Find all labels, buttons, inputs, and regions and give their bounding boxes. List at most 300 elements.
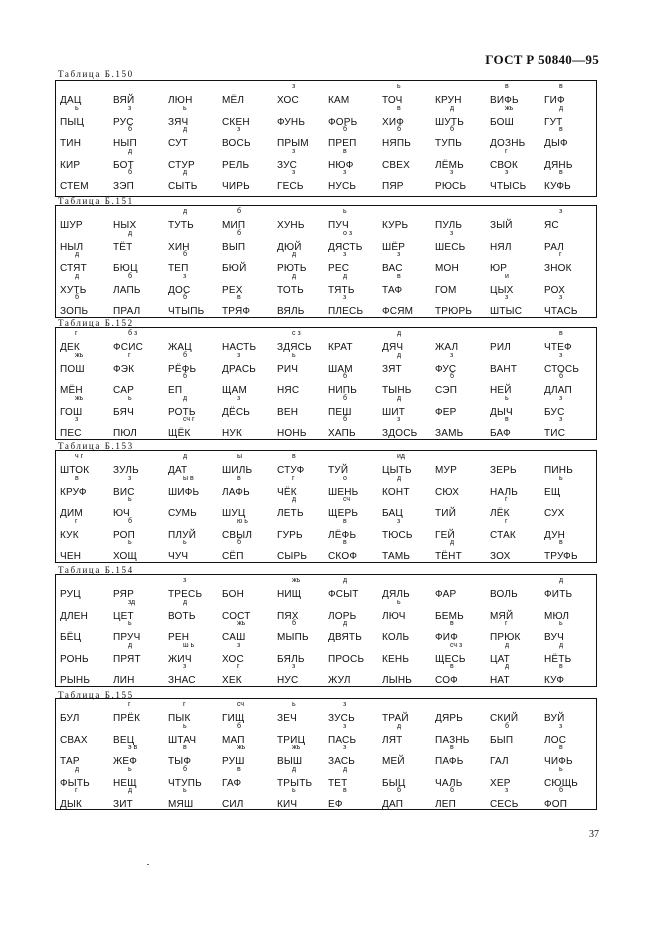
syllable-word: СТАК [490, 529, 516, 541]
phoneme-mark: б [343, 126, 348, 134]
phoneme-mark: жь [237, 620, 246, 628]
syllable-word: ТЁТ [113, 241, 133, 253]
syllable-word: КУК [60, 529, 79, 541]
table-row [56, 149, 596, 171]
syllable-word: ЕЩ [544, 486, 561, 498]
syllable-word: РИЧ [277, 363, 299, 375]
syllable-word: ГУТ [544, 116, 563, 128]
table-cell [113, 643, 165, 665]
table-cell [544, 664, 596, 686]
syllable-word: ФСИС [113, 342, 144, 353]
table-cell [113, 127, 165, 149]
syllable-word: КИР [60, 159, 81, 171]
phoneme-mark: з [450, 351, 454, 359]
syllable-word: ВОЛЬ [490, 589, 518, 600]
phoneme-mark: в [343, 539, 347, 547]
table-cell [168, 476, 220, 498]
table-cell [382, 664, 434, 686]
phoneme-mark: в [505, 416, 509, 424]
syllable-word: ВОСЬ [222, 138, 251, 150]
table-row [56, 396, 596, 418]
syllable-word: ШТОК [60, 465, 90, 476]
phoneme-mark: з [343, 744, 347, 752]
phoneme-mark: б [450, 373, 455, 381]
syllable-word: САР [113, 385, 134, 397]
table-cell [490, 724, 542, 746]
phoneme-mark: сч [237, 701, 245, 708]
table-cell [60, 396, 112, 418]
table-cell [328, 417, 380, 439]
syllable-word: ПРЯТ [113, 653, 141, 665]
table-cell [113, 621, 165, 643]
syllable-word: ВЫП [222, 241, 246, 253]
syllable-word: БЕМЬ [435, 610, 464, 622]
table-cell [277, 274, 329, 296]
phoneme-mark: ь [343, 208, 347, 215]
phoneme-mark: ы в [183, 474, 194, 482]
syllable-word: ЛЫНЬ [382, 675, 412, 687]
syllable-word: ГУРЬ [277, 529, 303, 541]
phoneme-mark: ь [559, 474, 563, 482]
syllable-word: НЫХ [113, 220, 137, 231]
table-cell [222, 295, 274, 317]
syllable-word: САШ [222, 632, 246, 644]
syllable-word: КИЧ [277, 799, 298, 811]
phoneme-mark: в [559, 126, 563, 134]
syllable-word: ВИС [113, 486, 135, 498]
phoneme-mark: ь [128, 496, 132, 504]
phoneme-mark: з [343, 701, 347, 708]
syllable-word: ТЫФ [168, 756, 192, 768]
syllable-word: ЗУС [277, 159, 298, 171]
syllable-word: НУСЬ [328, 181, 357, 193]
syllable-word: ТАР [60, 756, 80, 768]
syllable-word: ПРЮК [490, 632, 521, 644]
syllable-word: ТЕТ [328, 777, 348, 789]
syllable-word: ШИФЬ [168, 486, 200, 498]
table-cell [435, 231, 487, 253]
syllable-word: НИЩ [277, 589, 302, 600]
table-cell [544, 127, 596, 149]
syllable-word: ШТАЧ [168, 734, 197, 746]
syllable-word: ДУН [544, 529, 566, 541]
phoneme-mark: б [559, 787, 564, 795]
table-cell [168, 497, 220, 519]
syllable-word: ПРУЧ [113, 632, 141, 644]
syllable-word: СЕСЬ [490, 799, 519, 811]
syllable-word: ЛАФЬ [222, 486, 250, 498]
syllable-word: ЕФ [328, 799, 343, 811]
table-cell [490, 106, 542, 128]
syllable-word: РОНЬ [60, 653, 89, 665]
table-row [56, 476, 596, 498]
table-cell [490, 519, 542, 541]
syllable-word: СОСТ [222, 610, 251, 622]
syllable-word: ФИТЬ [544, 589, 573, 600]
table-cell [222, 497, 274, 519]
phoneme-mark: з [128, 474, 132, 482]
syllable-word: ФОРЬ [328, 116, 358, 128]
syllable-word: ГОМ [435, 284, 457, 296]
table-cell [544, 84, 596, 106]
phoneme-mark: б з [128, 330, 138, 337]
syllable-word: БЫП [490, 734, 514, 746]
phoneme-mark: б [292, 620, 297, 628]
syllable-word: ЖАЦ [168, 342, 192, 353]
syllable-word: ХОЩ [113, 551, 138, 563]
table-cell [60, 578, 112, 600]
table-cell [113, 497, 165, 519]
phoneme-mark: з [183, 272, 187, 280]
syllable-word: МУР [435, 465, 457, 476]
table-cell [544, 497, 596, 519]
syllable-word: ЛЁФЬ [328, 529, 357, 541]
table-cell [435, 745, 487, 767]
table-row [56, 745, 596, 767]
table-cell [60, 149, 112, 171]
table-cell [490, 170, 542, 192]
syllable-word: ПАФЬ [435, 756, 464, 768]
table-cell [544, 745, 596, 767]
table-cell [328, 331, 380, 353]
syllable-word: ФЭК [113, 363, 135, 375]
table-cell [168, 745, 220, 767]
phoneme-mark: б [559, 373, 564, 381]
syllable-word: СТЯТ [60, 263, 87, 275]
phoneme-mark: о [343, 474, 347, 482]
table-cell [168, 353, 220, 375]
phoneme-mark: ь [505, 394, 509, 402]
syllable-word: БЯЧ [113, 406, 134, 418]
table-cell [113, 170, 165, 192]
page-number: 37 [589, 829, 599, 840]
syllable-word: ФЫТЬ [60, 777, 90, 789]
table-cell [113, 374, 165, 396]
table-cell [277, 374, 329, 396]
syllable-word: НУК [222, 428, 242, 440]
syllable-word: КУФЬ [544, 181, 571, 193]
syllable-word: ЗДОСЬ [382, 428, 418, 440]
phoneme-mark: б [128, 272, 133, 280]
syllable-table [55, 205, 597, 318]
table-cell [113, 476, 165, 498]
table-cell [113, 540, 165, 562]
syllable-word: ТИН [60, 138, 82, 150]
phoneme-mark: ь [183, 104, 187, 112]
phoneme-mark: ь [128, 394, 132, 402]
table-cell [435, 621, 487, 643]
syllable-word: ПОШ [60, 363, 85, 375]
table-cell [382, 127, 434, 149]
table-cell [328, 353, 380, 375]
phoneme-mark: з [450, 169, 454, 177]
table-cell [60, 788, 112, 810]
table-cell [328, 519, 380, 541]
table-cell [435, 643, 487, 665]
table-cell [168, 274, 220, 296]
syllable-word: ЗЯЧ [168, 116, 189, 128]
syllable-word: ХИН [168, 241, 190, 253]
syllable-word: ЧАЛЬ [435, 777, 463, 789]
syllable-word: ЩЕРЬ [328, 508, 359, 520]
syllable-word: ЗЫЙ [490, 220, 513, 231]
table-cell [222, 664, 274, 686]
table-cell [544, 274, 596, 296]
syllable-word: ПИНЬ [544, 465, 573, 476]
syllable-word: РУШ [222, 756, 245, 768]
table-cell [168, 540, 220, 562]
syllable-word: БЫЦ [382, 777, 406, 789]
table-cell [328, 274, 380, 296]
syllable-word: ЛЕП [435, 799, 457, 811]
phoneme-mark: б [183, 373, 188, 381]
table-row [56, 331, 596, 353]
phoneme-mark: б [397, 787, 402, 795]
syllable-word: ГИФ [544, 95, 565, 106]
phoneme-mark: ь [128, 539, 132, 547]
phoneme-mark: г [505, 147, 508, 155]
syllable-word: ВЯЙ [113, 95, 135, 106]
phoneme-mark: ш ь [183, 641, 195, 649]
table-cell [60, 745, 112, 767]
table-cell [544, 702, 596, 724]
table-cell [435, 84, 487, 106]
syllable-word: ДЯСТЬ [328, 241, 363, 253]
syllable-word: КАМ [328, 95, 350, 106]
phoneme-mark: з [343, 251, 347, 259]
phoneme-mark: ю ь [237, 517, 248, 525]
syllable-word: ЖУЛ [328, 675, 351, 687]
table-cell [382, 353, 434, 375]
phoneme-mark: з [183, 577, 187, 584]
syllable-word: ЛЮН [168, 95, 193, 106]
table-cell [222, 106, 274, 128]
table-cell [328, 252, 380, 274]
phoneme-mark: д [450, 539, 455, 547]
phoneme-mark: б [343, 416, 348, 424]
phoneme-mark: з [505, 169, 509, 177]
table-cell [435, 454, 487, 476]
syllable-word: ЛЕТЬ [277, 508, 304, 520]
table-cell [113, 209, 165, 231]
syllable-table [55, 80, 597, 197]
phoneme-mark: д [183, 169, 188, 177]
phoneme-mark: з [292, 663, 296, 671]
syllable-word: ПЛУЙ [168, 529, 197, 541]
table-cell [113, 600, 165, 622]
syllable-word: МЁЛ [222, 95, 245, 106]
table-cell [277, 106, 329, 128]
syllable-word: БЁЦ [60, 632, 82, 644]
phoneme-mark: ь [128, 620, 132, 628]
table-cell [277, 149, 329, 171]
table-cell [113, 331, 165, 353]
phoneme-mark: в [343, 517, 347, 525]
phoneme-mark: ь [75, 104, 79, 112]
syllable-word: СТУР [168, 159, 195, 171]
table-cell [435, 274, 487, 296]
syllable-word: СИЛ [222, 799, 244, 811]
table-cell [435, 374, 487, 396]
table-cell [168, 209, 220, 231]
syllable-word: ДОЗНЬ [490, 138, 526, 150]
syllable-word: ЧУЧ [168, 551, 189, 563]
phoneme-mark: д [397, 394, 402, 402]
table-cell [222, 643, 274, 665]
table-cell [435, 149, 487, 171]
phoneme-mark: и [505, 272, 509, 280]
table-cell [277, 454, 329, 476]
syllable-word: ФУНЬ [277, 116, 306, 128]
phoneme-mark: ь [292, 701, 296, 708]
table-cell [435, 788, 487, 810]
syllable-word: ФАР [435, 589, 457, 600]
table-cell [277, 295, 329, 317]
phoneme-mark: з [343, 722, 347, 730]
table-cell [382, 788, 434, 810]
table-row [56, 643, 596, 665]
table-cell [222, 209, 274, 231]
syllable-word: ЩЁК [168, 428, 191, 440]
syllable-word: СЮХ [435, 486, 460, 498]
table-row [56, 540, 596, 562]
phoneme-mark: в [559, 539, 563, 547]
table-cell [544, 643, 596, 665]
syllable-word: ЛАПЬ [113, 284, 141, 296]
table-cell [490, 664, 542, 686]
phoneme-mark: ид [397, 453, 405, 460]
table-cell [490, 621, 542, 643]
table-cell [60, 170, 112, 192]
syllable-word: ЧТЫПЬ [168, 306, 205, 318]
phoneme-mark: ь [397, 83, 401, 90]
phoneme-mark: д [559, 577, 564, 584]
phoneme-mark: б [505, 722, 510, 730]
syllable-word: ЗАМЬ [435, 428, 464, 440]
table-cell [222, 252, 274, 274]
phoneme-mark: г [75, 330, 78, 337]
syllable-word: ВЯЛЬ [277, 306, 305, 318]
table-cell [435, 600, 487, 622]
syllable-word: ЩАМ [222, 385, 247, 397]
syllable-word: МЁН [60, 385, 83, 397]
table-cell [328, 724, 380, 746]
syllable-word: ЗОХ [490, 551, 511, 563]
table-cell [382, 106, 434, 128]
table-cell [222, 745, 274, 767]
table-cell [277, 664, 329, 686]
phoneme-mark: б [183, 294, 188, 302]
syllable-word: РЯР [113, 589, 134, 600]
table-cell [544, 331, 596, 353]
syllable-word: СКОФ [328, 551, 358, 563]
syllable-word: ВУЧ [544, 632, 564, 644]
syllable-word: ТУПЬ [435, 138, 463, 150]
table-cell [435, 209, 487, 231]
phoneme-mark: д [183, 208, 188, 215]
syllable-word: ДЫФ [544, 138, 568, 150]
syllable-word: ВЕЦ [113, 734, 135, 746]
syllable-word: РЮСЬ [435, 181, 467, 193]
phoneme-mark: г [505, 496, 508, 504]
phoneme-mark: г [292, 474, 295, 482]
syllable-word: ЧЁК [277, 486, 297, 498]
phoneme-mark: в [450, 744, 454, 752]
table-cell [382, 417, 434, 439]
syllable-word: ХОС [222, 653, 244, 665]
table-cell [435, 252, 487, 274]
syllable-word: ХИФ [382, 116, 405, 128]
phoneme-mark: в [292, 453, 296, 460]
syllable-word: ПУЛЬ [435, 220, 463, 231]
table-row [56, 519, 596, 541]
table-cell [277, 396, 329, 418]
syllable-word: ДОС [168, 284, 191, 296]
syllable-word: ЖЕФ [113, 756, 138, 768]
phoneme-mark: в [505, 83, 509, 90]
syllable-word: ДАТ [168, 465, 188, 476]
phoneme-mark: в [237, 474, 241, 482]
phoneme-mark: г [128, 351, 131, 359]
phoneme-mark: ч г [75, 453, 84, 460]
table-cell [435, 295, 487, 317]
table-cell [277, 745, 329, 767]
table-cell [435, 476, 487, 498]
table-cell [168, 170, 220, 192]
table-cell [113, 396, 165, 418]
syllable-word: БАЦ [382, 508, 404, 520]
syllable-word: РЕС [328, 263, 350, 275]
phoneme-mark: з [183, 663, 187, 671]
phoneme-mark: д [397, 474, 402, 482]
phoneme-mark: з [559, 208, 563, 215]
table-cell [277, 417, 329, 439]
phoneme-mark: ь [397, 598, 401, 606]
syllable-word: БОН [222, 589, 245, 600]
phoneme-mark: в [559, 83, 563, 90]
table-cell [382, 84, 434, 106]
phoneme-mark: д [75, 765, 80, 773]
syllable-word: ЗДЯСЬ [277, 342, 312, 353]
table-cell [382, 252, 434, 274]
syllable-word: ЗЭП [113, 181, 135, 193]
phoneme-mark: д [183, 453, 188, 460]
phoneme-mark: з [292, 169, 296, 177]
syllable-word: ВУЙ [544, 713, 565, 724]
table-cell [113, 353, 165, 375]
phoneme-mark: ь [183, 539, 187, 547]
syllable-word: ПЕС [60, 428, 82, 440]
table-cell [60, 643, 112, 665]
table-cell [168, 702, 220, 724]
syllable-word: МЕЙ [382, 756, 405, 768]
phoneme-mark: д [128, 147, 133, 155]
table-cell [544, 724, 596, 746]
table-cell [60, 274, 112, 296]
phoneme-mark: ь [292, 351, 296, 359]
table-cell [277, 578, 329, 600]
table-row [56, 127, 596, 149]
syllable-word: РЁФЬ [168, 363, 197, 375]
phoneme-mark: д [75, 272, 80, 280]
table-row [56, 621, 596, 643]
syllable-word: НЕЩ [113, 777, 137, 789]
syllable-table [55, 450, 597, 563]
phoneme-mark: б [128, 169, 133, 177]
table-cell [113, 664, 165, 686]
syllable-word: НЯС [277, 385, 300, 397]
syllable-word: ПЯХ [277, 610, 299, 622]
